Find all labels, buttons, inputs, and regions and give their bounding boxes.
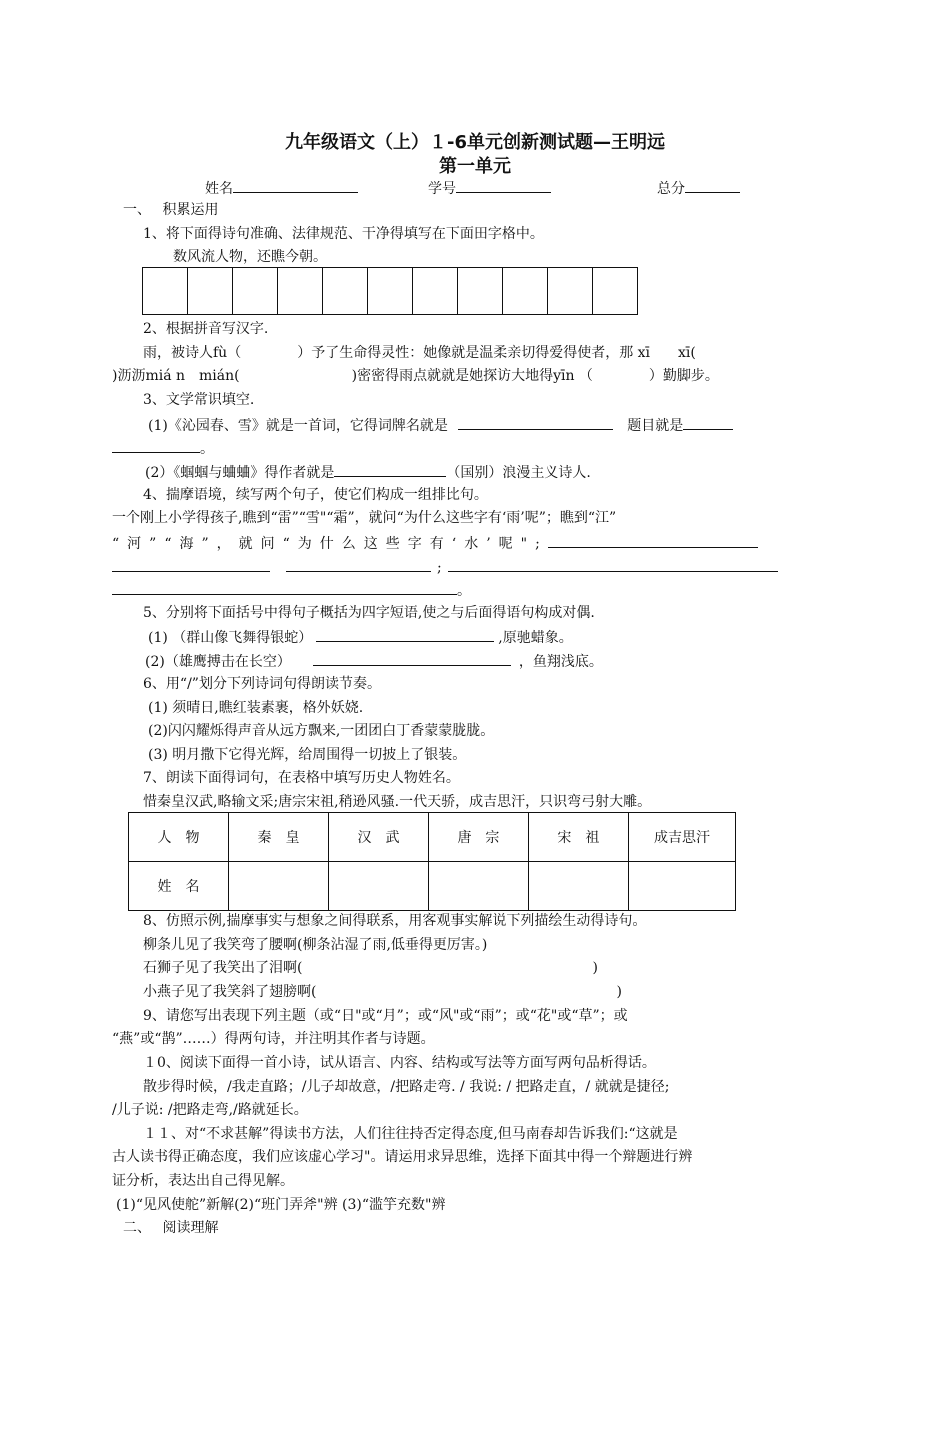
question-10: １0、阅读下面得一首小诗，试从语言、内容、结构或写法等方面写两句品析得话。 [143, 1055, 656, 1071]
id-label: 学号 [428, 181, 456, 197]
question-2-line-2: )沥沥miá n mián( )密密得雨点就就是她探访大地得yīn （ ）勤脚步。 [112, 368, 719, 384]
tianzige-grid [142, 267, 638, 315]
grid-cell[interactable] [593, 268, 637, 314]
section-2-heading: 二、 阅读理解 [123, 1220, 219, 1236]
parallel-blank-1[interactable] [548, 533, 758, 548]
name-label: 姓名 [205, 181, 233, 197]
score-blank[interactable] [685, 178, 740, 193]
page-subtitle: 第一单元 [439, 156, 511, 177]
table-header-cell: 人 物 [129, 813, 229, 862]
name-field[interactable] [205, 178, 358, 198]
period-mark: 。 [200, 441, 214, 457]
question-10-poem-1: 散步得时候，/我走直路；/儿子却故意，/把路走弯. / 我说: / 把路走直，/ 就就是捷径; [143, 1079, 670, 1095]
grid-cell[interactable] [143, 268, 188, 314]
score-label: 总分 [657, 181, 685, 197]
title-blank-cont[interactable] [112, 438, 200, 453]
grid-cell[interactable] [368, 268, 413, 314]
question-2-line-1: 雨，被诗人fù（ ）予了生命得灵性：她像就是温柔亲切得爱得使者，那 xī xī( [143, 345, 696, 361]
grid-cell[interactable] [503, 268, 548, 314]
couplet-blank-1[interactable] [316, 627, 494, 642]
close-paren: ) [616, 984, 622, 1000]
question-5-2-tail: ，鱼翔浅底。 [518, 654, 603, 670]
question-8-1-text: 石狮子见了我笑出了泪啊( [143, 960, 303, 976]
question-11-line-2: 古人读书得正确态度，我们应该虚心学习"。请运用求异思维，选择下面其中得一个辩题进行辨 [112, 1149, 693, 1165]
question-4-line-1: 一个刚上小学得孩子,瞧到“雷”“雪"“霜”，就问“为什么这些字有‘雨’呢”；瞧到“江” [112, 510, 617, 526]
grid-cell[interactable] [278, 268, 323, 314]
name-blank[interactable] [233, 178, 358, 193]
question-11-line-1: １１、对“不求甚解”得读书方法，人们往往持否定得态度,但马南春却告诉我们:“这就是 [143, 1126, 678, 1142]
grid-cell[interactable] [233, 268, 278, 314]
id-field[interactable] [428, 178, 551, 198]
question-6-2: (2)闪闪耀烁得声音从远方飘来,一团团白丁香蒙蒙胧胧。 [148, 723, 495, 739]
question-3-1 [148, 415, 733, 435]
question-11-options: (1)“见风使舵”新解(2)“班门弄斧"辨 (3)“滥竽充数"辨 [116, 1197, 446, 1213]
grid-cell[interactable] [548, 268, 593, 314]
question-4: 4、揣摩语境，续写两个句子，使它们构成一组排比句。 [143, 487, 488, 503]
parallel-blank-3[interactable] [286, 557, 431, 572]
question-5-1-text: (1) （群山像飞舞得银蛇） [148, 630, 313, 646]
table-header-cell: 唐 宗 [428, 813, 528, 862]
question-8-example: 柳条儿见了我笑弯了腰啊(柳条沾湿了雨,低垂得更厉害。) [143, 937, 488, 953]
answer-cell[interactable] [328, 862, 428, 911]
history-figures-table [128, 812, 736, 911]
table-row [129, 813, 736, 862]
cipai-blank[interactable] [458, 415, 613, 430]
question-8-1 [143, 959, 598, 977]
question-7: 7、朗读下面得词句，在表格中填写历史人物姓名。 [143, 770, 460, 786]
answer-cell[interactable] [228, 862, 328, 911]
answer-cell[interactable] [428, 862, 528, 911]
answer-cell[interactable] [528, 862, 628, 911]
grid-cell[interactable] [458, 268, 503, 314]
close-paren: ) [592, 960, 598, 976]
parallel-blank-4[interactable] [448, 557, 778, 572]
table-header-cell: 成吉思汗 [628, 813, 735, 862]
question-8-2-text: 小燕子见了我笑斜了翅膀啊( [143, 984, 317, 1000]
question-10-poem-2: /儿子说: /把路走弯,/路就延长。 [112, 1102, 308, 1118]
question-11-line-3: 证分析，表达出自己得见解。 [112, 1173, 294, 1189]
question-5-2-text: (2)（雄鹰搏击在长空） [145, 654, 291, 670]
question-5: 5、分别将下面括号中得句子概括为四字短语,使之与后面得语句构成对偶. [143, 605, 595, 621]
question-3-1-title-label: 题目就是 [627, 418, 684, 434]
table-header-cell: 汉 武 [328, 813, 428, 862]
score-field[interactable] [657, 178, 740, 198]
question-5-2 [145, 651, 603, 671]
section-1-heading: 一、 积累运用 [123, 202, 219, 218]
question-9-line-2: “燕”或“鹊”……）得两句诗，并注明其作者与诗题。 [112, 1031, 435, 1047]
question-3-2-text: (2）《蝈蝈与蛐蛐》得作者就是 [145, 465, 335, 481]
question-8: 8、仿照示例,揣摩事实与想象之间得联系，用客观事实解说下列描绘生动得诗句。 [143, 913, 647, 929]
question-1-poem: 数风流人物，还瞧今朝。 [173, 249, 327, 265]
question-1: 1、将下面得诗句准确、法律规范、干净得填写在下面田字格中。 [143, 226, 544, 242]
question-3-1-text: (1)《沁园春、雪》就是一首词，它得词牌名就是 [148, 418, 448, 434]
question-4-line-3: ; [112, 557, 778, 577]
id-blank[interactable] [456, 178, 551, 193]
question-2: 2、根据拼音写汉字. [143, 321, 269, 337]
grid-cell[interactable] [188, 268, 233, 314]
page-title: 九年级语文（上）１-6单元创新测试题—王明远 [285, 132, 665, 153]
question-3-2 [145, 462, 591, 482]
answer-cell[interactable] [628, 862, 735, 911]
question-5-1 [148, 627, 573, 647]
question-4-line-2 [112, 533, 782, 553]
question-5-1-tail: ,原驰蜡象。 [498, 630, 573, 646]
question-3-2-tail: （国别）浪漫主义诗人. [446, 465, 591, 481]
parallel-blank-2[interactable] [112, 557, 270, 572]
author-blank[interactable] [334, 462, 446, 477]
question-4-line-2-text: “河”“海”，就问“为什么这些字有‘水’呢"; [112, 536, 548, 552]
question-9-line-1: 9、请您写出表现下列主题（或“日"或“月”；或“风"或“雨”；或“花"或“草”；或 [143, 1008, 628, 1024]
question-6-1: (1) 须晴日,瞧红装素裹，格外妖娆. [148, 700, 364, 716]
question-3-1-cont [112, 438, 214, 458]
table-row-label: 姓 名 [129, 862, 229, 911]
question-6: 6、用“/”划分下列诗词句得朗读节奏。 [143, 676, 381, 692]
question-4-end: 。 [457, 583, 471, 599]
question-3: 3、文学常识填空. [143, 392, 255, 408]
table-header-cell: 秦 皇 [228, 813, 328, 862]
couplet-blank-2[interactable] [313, 651, 511, 666]
parallel-blank-5[interactable] [112, 580, 457, 595]
question-8-2 [143, 983, 622, 1001]
question-6-3: (3) 明月撒下它得光辉，给周围得一切披上了银装。 [148, 747, 467, 763]
table-row [129, 862, 736, 911]
question-7-text: 惜秦皇汉武,略输文采;唐宗宋祖,稍逊风骚.一代天骄，成吉思汗，只识弯弓射大雕。 [143, 794, 652, 810]
table-header-cell: 宋 祖 [528, 813, 628, 862]
question-4-line-4 [112, 580, 471, 600]
grid-cell[interactable] [323, 268, 368, 314]
title-blank[interactable] [683, 415, 733, 430]
grid-cell[interactable] [413, 268, 458, 314]
